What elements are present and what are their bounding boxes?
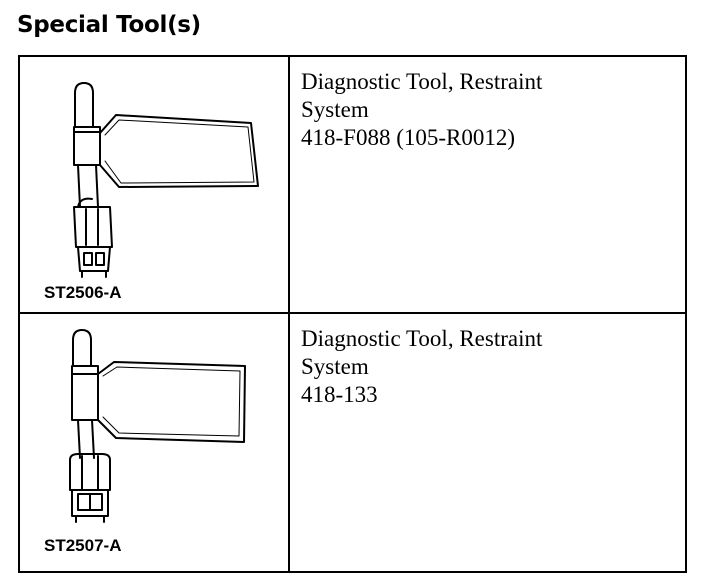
tool-illustration-cell — [19, 56, 289, 313]
page-title: Special Tool(s) — [17, 12, 201, 38]
diagnostic-tool-icon — [20, 57, 286, 312]
tool-name: Diagnostic Tool, Restraint — [301, 326, 543, 351]
table-row — [19, 313, 686, 572]
tool-part-number: 418-F088 (105-R0012) — [301, 125, 516, 150]
tool-code: ST2507-A — [44, 536, 122, 555]
tool-code: ST2506-A — [44, 283, 122, 302]
special-tools-table — [18, 55, 687, 573]
table-row — [19, 56, 686, 313]
tool-name: Diagnostic Tool, Restraint — [301, 69, 543, 94]
tool-description-cell — [289, 313, 686, 572]
tool-part-number: 418-133 — [301, 382, 378, 407]
tool-illustration-cell — [19, 313, 289, 572]
diagnostic-tool-icon — [20, 314, 286, 571]
tool-name-cont: System — [301, 97, 369, 122]
tool-name-cont: System — [301, 354, 369, 379]
tool-description-cell — [289, 56, 686, 313]
